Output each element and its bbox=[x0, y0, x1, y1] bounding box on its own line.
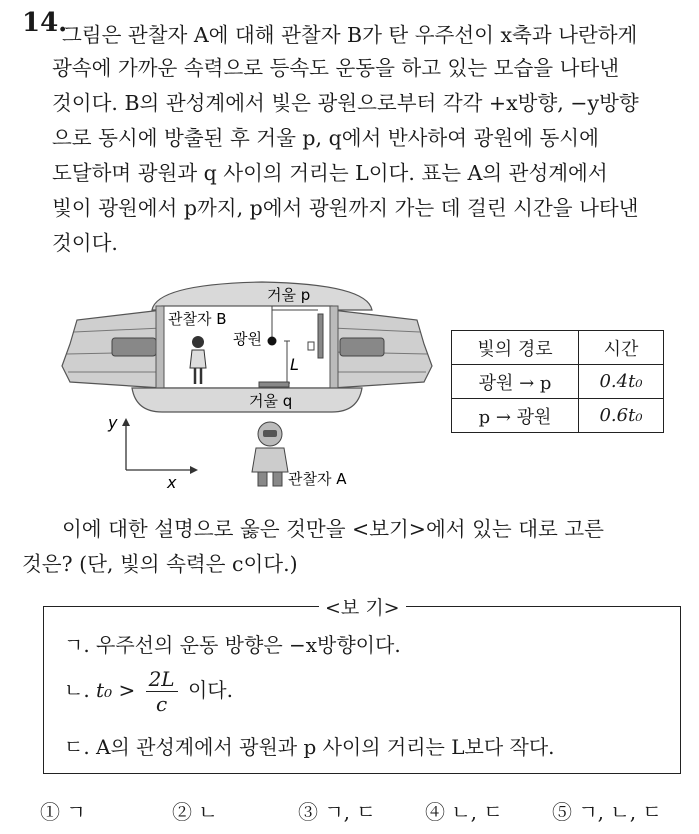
prompt-line: 이에 대한 설명으로 옳은 것만을 <보기>에서 있는 대로 고른 bbox=[62, 517, 604, 541]
spaceship-hull bbox=[132, 388, 362, 412]
table-header-path: 빛의 경로 bbox=[452, 331, 579, 365]
answer-choice-4[interactable]: ④ ㄴ, ㄷ bbox=[425, 800, 503, 824]
bogi-item-marker: ㄱ. bbox=[64, 633, 90, 657]
fraction bbox=[146, 667, 178, 716]
stem-line: 그림은 관찰자 A에 대해 관찰자 B가 탄 우주선이 x축과 나란하게 bbox=[62, 23, 638, 47]
left-porthole bbox=[112, 338, 156, 356]
light-source-label: 광원 bbox=[233, 330, 262, 348]
answer-choice-3[interactable]: ③ ㄱ, ㄷ bbox=[298, 800, 376, 824]
bogi-item bbox=[64, 629, 401, 658]
light-source-dot bbox=[268, 337, 277, 346]
table-cell-path: 광원 → p bbox=[452, 365, 579, 399]
bogi-item bbox=[64, 667, 233, 716]
table-row bbox=[452, 365, 664, 399]
bogi-item-text: 우주선의 운동 방향은 −x방향이다. bbox=[96, 633, 401, 657]
time-table bbox=[451, 330, 664, 433]
fraction-denominator: c bbox=[155, 692, 168, 716]
table-cell-time: 0.4t₀ bbox=[579, 365, 664, 399]
observer-a-astronaut bbox=[252, 422, 288, 486]
question-number: 14. bbox=[22, 8, 68, 38]
bogi-item-marker: ㄷ. bbox=[64, 735, 90, 759]
stem-line: 광속에 가까운 속력으로 등속도 운동을 하고 있는 모습을 나타낸 bbox=[52, 56, 620, 80]
table-header-time: 시간 bbox=[579, 331, 664, 365]
stem-line: 도달하며 광원과 q 사이의 거리는 L이다. 표는 A의 관성계에서 bbox=[52, 161, 608, 185]
table-header-row bbox=[452, 331, 664, 365]
distance-label: L bbox=[290, 355, 299, 374]
observer-b-label: 관찰자 B bbox=[168, 310, 227, 328]
right-porthole bbox=[340, 338, 384, 356]
axis-x-label: x bbox=[167, 473, 177, 492]
prompt-line: 것은? (단, 빛의 속력은 c이다.) bbox=[22, 552, 298, 576]
observer-a-label: 관찰자 A bbox=[288, 470, 347, 488]
stem-line: 빛이 광원에서 p까지, p에서 광원까지 가는 데 걸린 시간을 나타낸 bbox=[52, 196, 639, 220]
axis-y-label: y bbox=[108, 413, 118, 432]
mirror-q-label: 거울 q bbox=[249, 392, 293, 410]
mirror-q bbox=[259, 382, 289, 387]
table-cell-path: p → 광원 bbox=[452, 399, 579, 433]
answer-choice-5[interactable]: ⑤ ㄱ, ㄴ, ㄷ bbox=[552, 800, 662, 824]
answer-choice-2[interactable]: ② ㄴ bbox=[172, 800, 218, 824]
bogi-item-lhs: t₀ > bbox=[96, 678, 136, 702]
coordinate-axes bbox=[122, 418, 198, 474]
bogi-item-marker: ㄴ. bbox=[64, 678, 90, 702]
bogi-box bbox=[43, 597, 681, 774]
stem-line: 으로 동시에 방출된 후 거울 p, q에서 반사하여 광원에 동시에 bbox=[52, 126, 599, 150]
mirror-p bbox=[318, 314, 323, 358]
bogi-item-text: A의 관성계에서 광원과 p 사이의 거리는 L보다 작다. bbox=[96, 735, 555, 759]
table-row bbox=[452, 399, 664, 433]
stem-line: 것이다. B의 관성계에서 빛은 광원으로부터 각각 +x방향, −y방향 bbox=[52, 91, 639, 115]
stem-line: 것이다. bbox=[52, 231, 118, 255]
answer-choice-1[interactable]: ① ㄱ bbox=[40, 800, 86, 824]
bogi-item bbox=[64, 731, 555, 760]
table-cell-time: 0.6t₀ bbox=[579, 399, 664, 433]
mirror-p-label: 거울 p bbox=[267, 286, 311, 304]
bogi-title: <보 기> bbox=[319, 593, 406, 620]
fraction-numerator: 2L bbox=[146, 667, 178, 692]
bogi-item-tail: 이다. bbox=[187, 678, 233, 702]
